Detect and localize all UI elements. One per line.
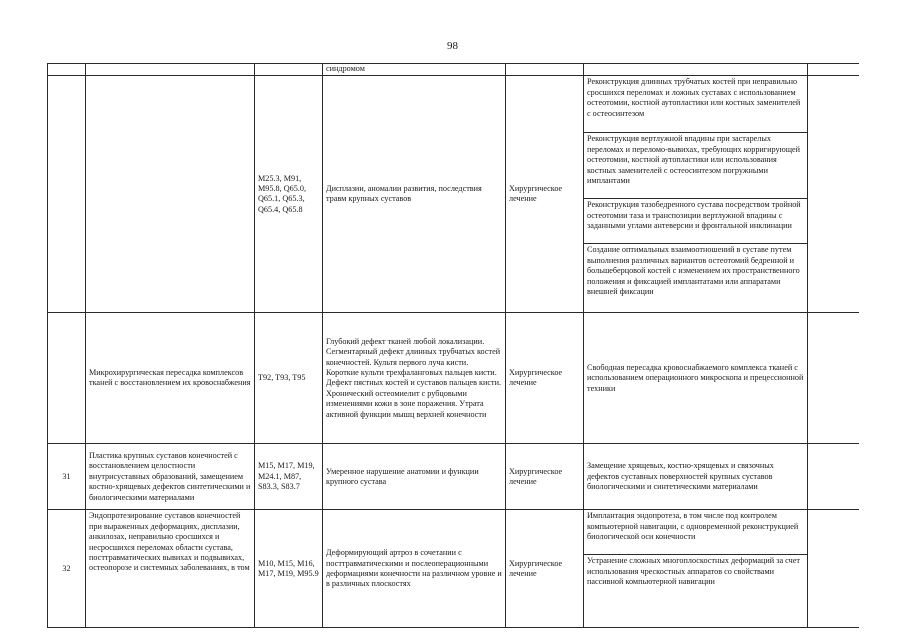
table-row — [48, 510, 860, 628]
row-number-cell — [48, 64, 86, 76]
method-cell — [584, 76, 808, 313]
row-number-cell: 31 — [48, 444, 86, 510]
row-number-cell — [48, 76, 86, 313]
extra-cell — [808, 64, 860, 76]
name-cell — [86, 76, 255, 313]
codes-cell — [255, 64, 323, 76]
row-number-cell: 32 — [48, 510, 86, 628]
name-cell: Пластика крупных суставов конечностей с восстановлением целостности внутрисуставных образований, замещением костно-хрящевых дефектов синтетическими и биологическими материалами — [86, 444, 255, 510]
method-item: Имплантация эндопротеза, в том числе под контролем компьютерной навигации, с одновременной реконструкцией биологической оси конечности — [584, 510, 807, 555]
method-cell — [584, 510, 808, 628]
table-row — [48, 64, 860, 76]
model-cell: Умеренное нарушение анатомии и функции крупного сустава — [323, 444, 506, 510]
document-table-wrapper — [47, 63, 859, 629]
treatment-table — [47, 63, 859, 628]
model-cell: Глубокий дефект тканей любой локализации. Сегментарный дефект длинных трубчатых костей конечностей. Культя первого луча кисти. Короткие культи трехфаланговых пальцев кисти. Дефект пястных костей и суставов пальцев кисти. Хронический остеомиелит с рубцовыми изменениями кожи в зоне поражения. Утрата активной функции мышц верхней конечности — [323, 313, 506, 444]
extra-cell — [808, 510, 860, 628]
codes-cell: M10, M15, M16, M17, M19, M95.9 — [255, 510, 323, 628]
method-item: Реконструкция длинных трубчатых костей при неправильно сросшихся переломах и ложных суставах с использованием остеотомии, костной аутопластики или костных заменителей с остеосинтезом — [584, 76, 807, 133]
method-cell — [584, 64, 808, 76]
codes-cell: M25.3, M91, M95.8, Q65.0, Q65.1, Q65.3, Q65.4, Q65.8 — [255, 76, 323, 313]
method-cell: Замещение хрящевых, костно-хрящевых и связочных дефектов суставных поверхностей крупных суставов биологическими и синтетическими материалами — [584, 444, 808, 510]
treatment-cell: Хирургическое лечение — [506, 510, 584, 628]
method-item: Устранение сложных многоплоскостных деформаций за счет использования чрескостных аппаратов со свойствами пассивной компьютерной навигации — [587, 556, 800, 587]
row-number-cell — [48, 313, 86, 444]
treatment-cell — [506, 64, 584, 76]
name-cell: Микрохирургическая пересадка комплексов тканей с восстановлением их кровоснабжения — [86, 313, 255, 444]
method-item: Реконструкция тазобедренного сустава посредством тройной остеотомии таза и транспозиции вертлужной впадины с заданными углами антеверсии и фронтальной инклинации — [584, 199, 807, 244]
extra-cell — [808, 444, 860, 510]
treatment-cell: Хирургическое лечение — [506, 313, 584, 444]
table-row — [48, 313, 860, 444]
treatment-cell: Хирургическое лечение — [506, 76, 584, 313]
extra-cell — [808, 313, 860, 444]
treatment-cell: Хирургическое лечение — [506, 444, 584, 510]
codes-cell: M15, M17, M19, M24.1, M87, S83.3, S83.7 — [255, 444, 323, 510]
extra-cell — [808, 76, 860, 313]
model-cell: Деформирующий артроз в сочетании с посттравматическими и послеоперационными деформациями конечности на различном уровне и в различных плоскостях — [323, 510, 506, 628]
page-number: 98 — [447, 40, 458, 52]
model-cell: Дисплазии, аномалии развития, последствия травм крупных суставов — [323, 76, 506, 313]
method-cell: Свободная пересадка кровоснабжаемого комплекса тканей с использованием операционного микроскопа и прецессионной техники — [584, 313, 808, 444]
model-cell: синдромом — [323, 64, 506, 76]
codes-cell: T92, T93, T95 — [255, 313, 323, 444]
table-row — [48, 76, 860, 313]
table-row — [48, 444, 860, 510]
method-item: Создание оптимальных взаимоотношений в суставе путем выполнения различных вариантов остеотомий бедренной и большеберцовой костей с изменением их пространственного положения и фиксацией имплантатами или аппаратами внешней фиксации — [587, 245, 800, 297]
name-cell: Эндопротезирование суставов конечностей при выраженных деформациях, дисплазии, анкилозах, неправильно сросшихся и несросшихся переломах области сустава, посттравматических вывихах и подвывихах, остеопорозе и системных заболеваниях, в том — [86, 510, 255, 628]
method-item: Реконструкция вертлужной впадины при застарелых переломах и переломо-вывихах, требующих корригирующей остеотомии, костной аутопластики или использования костных заменителей с остеосинтезом погружными имплантами — [584, 133, 807, 199]
name-cell — [86, 64, 255, 76]
